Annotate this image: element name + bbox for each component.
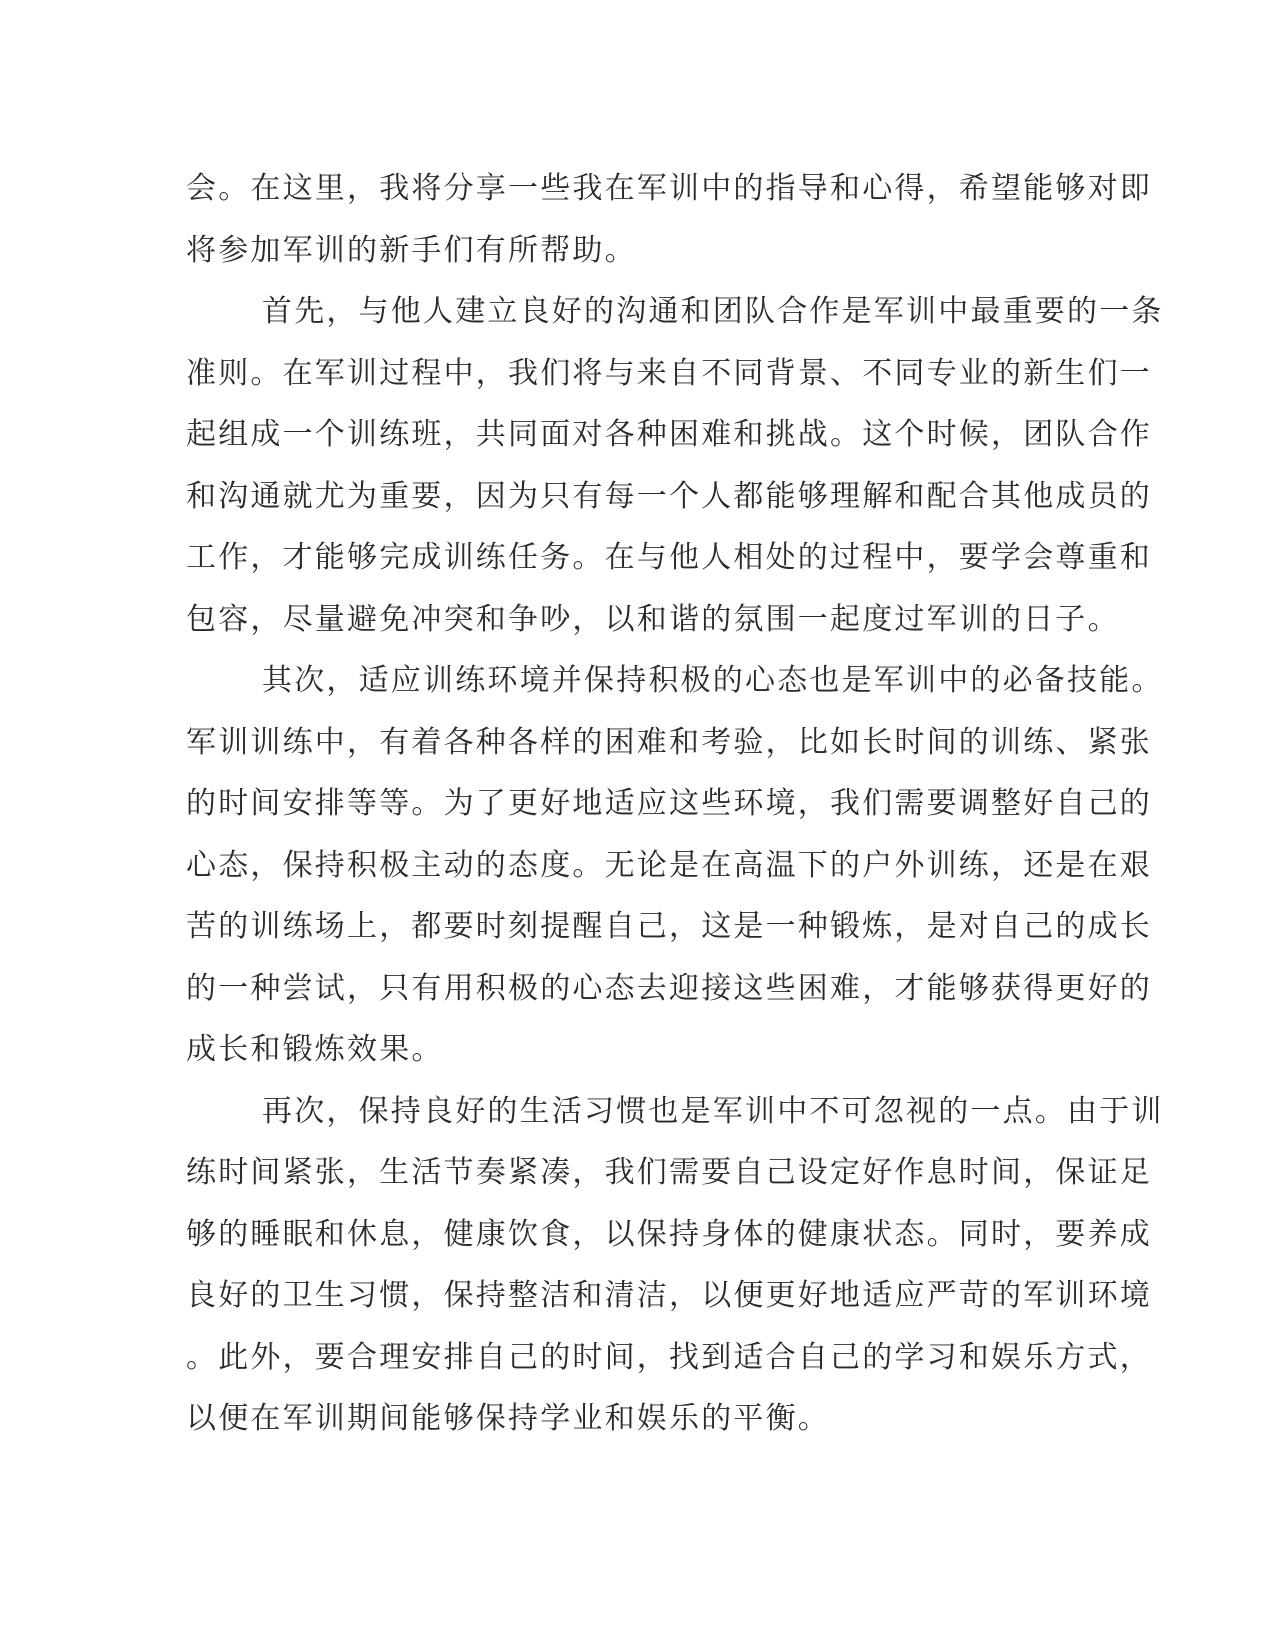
paragraph-first-line: 再次，保持良好的生活习惯也是军训中不可忽视的一点。由于训	[262, 1093, 1164, 1129]
text-line: 准则。在军训过程中，我们将与来自不同背景、不同专业的新生们一	[186, 355, 1152, 391]
text-line: 包容，尽量避免冲突和争吵，以和谐的氛围一起度过军训的日子。	[186, 601, 1120, 637]
text-line: 的一种尝试，只有用积极的心态去迎接这些困难，才能够获得更好的	[186, 970, 1152, 1006]
text-line: 军训训练中，有着各种各样的困难和考验，比如长时间的训练、紧张	[186, 724, 1152, 760]
text-line: 成长和锻炼效果。	[186, 1032, 444, 1067]
text-line: 将参加军训的新手们有所帮助。	[186, 232, 637, 268]
paragraph-first-line: 其次，适应训练环境并保持积极的心态也是军训中的必备技能。	[262, 663, 1164, 698]
text-line: 会。在这里，我将分享一些我在军训中的指导和心得，希望能够对即	[186, 171, 1152, 206]
text-line: 苦的训练场上，都要时刻提醒自己，这是一种锻炼，是对自己的成长	[186, 909, 1152, 944]
text-line: 心态，保持积极主动的态度。无论是在高温下的户外训练，还是在艰	[186, 847, 1152, 883]
text-line: 和沟通就尤为重要，因为只有每一个人都能够理解和配合其他成员的	[186, 478, 1152, 514]
text-line: 。此外，要合理安排自己的时间，找到适合自己的学习和娱乐方式，	[186, 1339, 1152, 1375]
text-line: 以便在军训期间能够保持学业和娱乐的平衡。	[186, 1401, 830, 1436]
text-line: 良好的卫生习惯，保持整洁和清洁，以便更好地适应严苛的军训环境	[186, 1278, 1152, 1313]
paragraph-first-line: 首先，与他人建立良好的沟通和团队合作是军训中最重要的一条	[262, 294, 1164, 329]
text-line: 起组成一个训练班，共同面对各种困难和挑战。这个时候，团队合作	[186, 417, 1152, 452]
text-line: 够的睡眠和休息，健康饮食，以保持身体的健康状态。同时，要养成	[186, 1216, 1152, 1252]
text-line: 的时间安排等等。为了更好地适应这些环境，我们需要调整好自己的	[186, 786, 1152, 821]
text-line: 练时间紧张，生活节奏紧凑，我们需要自己设定好作息时间，保证足	[186, 1155, 1152, 1190]
document-body	[186, 158, 1164, 1450]
text-line: 工作，才能够完成训练任务。在与他人相处的过程中，要学会尊重和	[186, 540, 1152, 575]
